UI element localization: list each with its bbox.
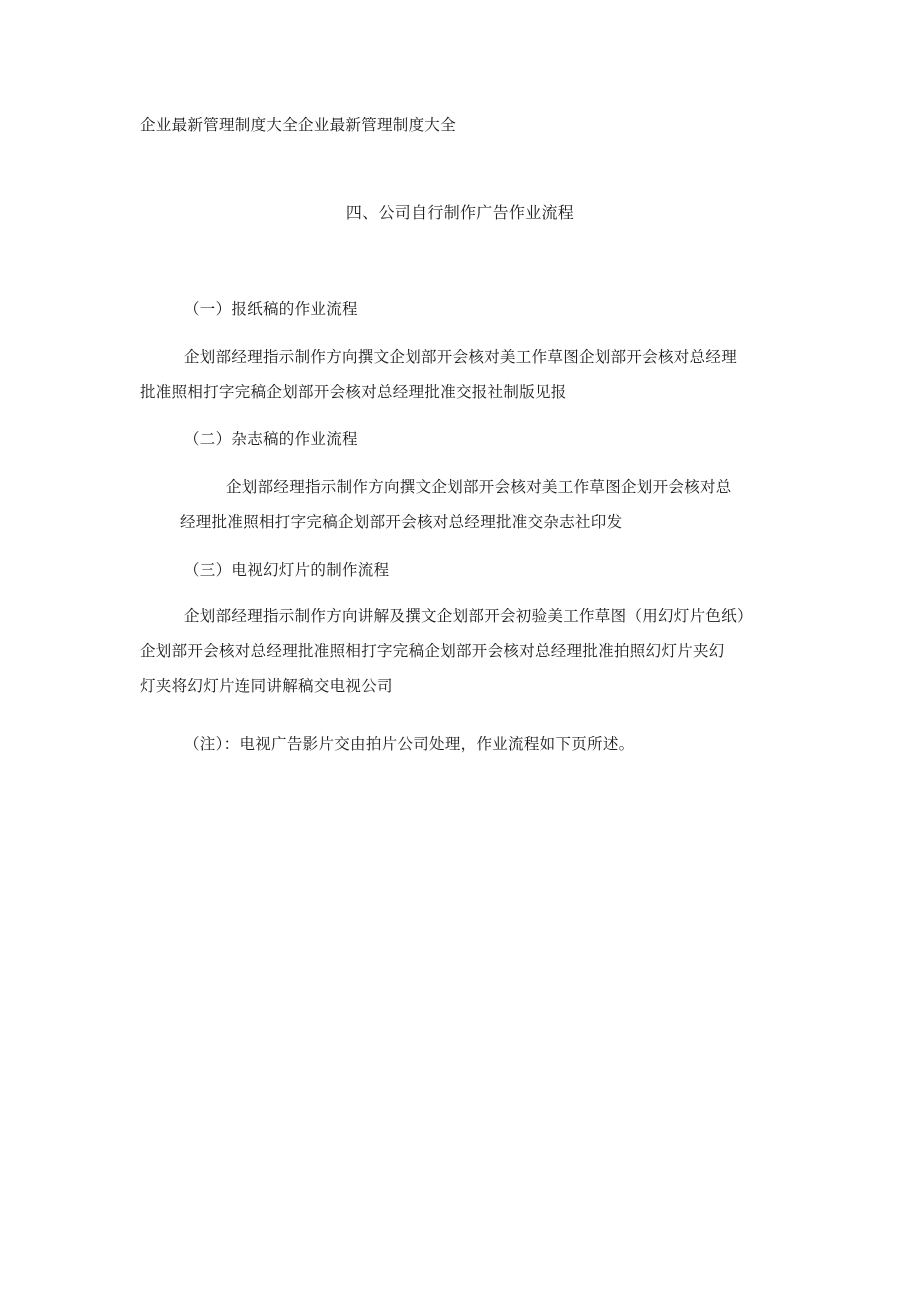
running-header: 企业最新管理制度大全企业最新管理制度大全 — [140, 116, 457, 134]
newspaper-heading: （一）报纸稿的作业流程 — [184, 300, 358, 318]
newspaper-paragraph-line: 批准照相打字完稿企划部开会核对总经理批准交报社制版见报 — [140, 383, 567, 401]
newspaper-paragraph-line: 企划部经理指示制作方向撰文企划部开会核对美工作草图企划部开会核对总经理 — [184, 348, 738, 366]
tv-slide-heading: （三）电视幻灯片的制作流程 — [184, 561, 390, 579]
tv-slide-paragraph-line: 企划部开会核对总经理批准照相打字完稿企划部开会核对总经理批准拍照幻灯片夹幻 — [140, 642, 725, 660]
section-title: 四、公司自行制作广告作业流程 — [345, 203, 575, 222]
tv-slide-paragraph-line: 灯夹将幻灯片连同讲解稿交电视公司 — [140, 677, 393, 695]
magazine-paragraph-line: 企划部经理指示制作方向撰文企划部开会核对美工作草图企划开会核对总 — [226, 478, 732, 496]
footnote: （注）：电视广告影片交由拍片公司处理，作业流程如下页所述。 — [184, 735, 635, 753]
magazine-paragraph-line: 经理批准照相打字完稿企划部开会核对总经理批准交杂志社印发 — [180, 513, 623, 531]
magazine-heading: （二）杂志稿的作业流程 — [184, 430, 358, 448]
tv-slide-paragraph-line: 企划部经理指示制作方向讲解及撰文企划部开会初验美工作草图（用幻灯片色纸） — [184, 607, 753, 625]
